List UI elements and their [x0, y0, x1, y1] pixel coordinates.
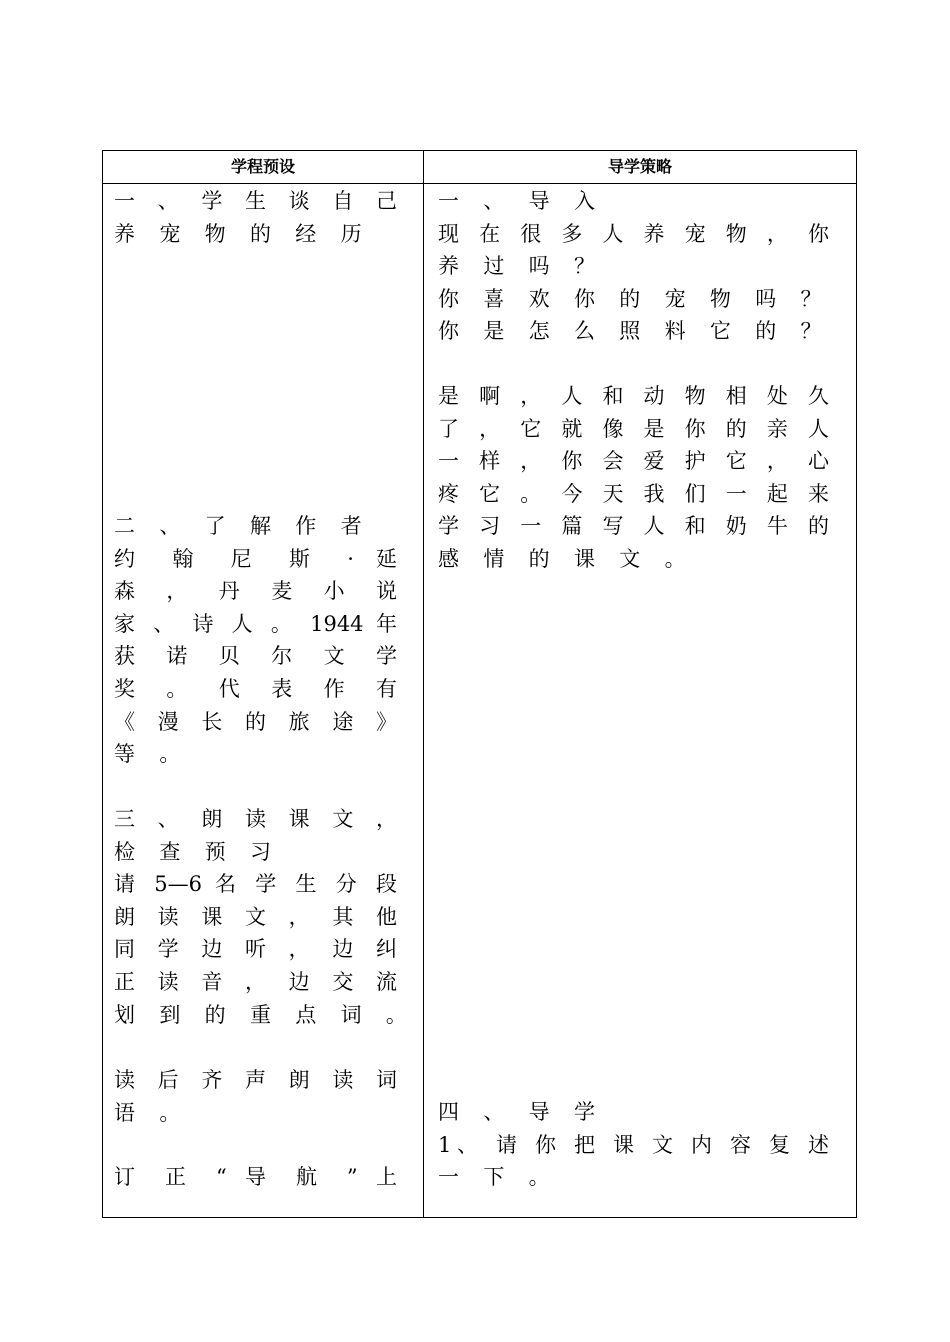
text-line: 订 正 “ 导 航 ” 上 [114, 1165, 397, 1189]
section-2-author [103, 510, 397, 771]
text-line: 《 漫 长 的 旅 途 》 [114, 709, 397, 734]
text-line: 请 5—6 名 学 生 分 段 [114, 872, 397, 897]
strategy-2-transition [424, 380, 829, 576]
text-line: 疼 它 。 今 天 我 们 一 起 来 [438, 481, 829, 506]
header-learning-process: 学程预设 [230, 157, 295, 176]
text-line: 一 、 学 生 谈 自 己 [114, 189, 397, 213]
text-line: 感 情 的 课 文 。 [438, 546, 695, 571]
text-line: 一 下 。 [438, 1165, 559, 1190]
text-line: 二 、 了 解 作 者 [114, 514, 371, 538]
text-line: 1、 请 你 把 课 文 内 容 复 述 [438, 1132, 829, 1157]
text-line: 四 、 导 学 [438, 1100, 604, 1124]
text-line: 是 啊 ， 人 和 动 物 相 处 久 [438, 384, 829, 408]
text-line: 奖 。 代 表 作 有 [114, 676, 397, 701]
text-line: 养 宠 物 的 经 历 [114, 221, 371, 246]
text-line: 同 学 边 听 ， 边 纠 [114, 937, 397, 962]
lesson-table [102, 150, 857, 1218]
section-3-read-aloud [103, 803, 416, 1031]
section-1-pet-experience [103, 185, 397, 250]
text-line: 了 ， 它 就 像 是 你 的 亲 人 [438, 416, 829, 441]
text-line: 森 ， 丹 麦 小 说 [114, 579, 397, 604]
text-line: 检 查 预 习 [114, 839, 280, 864]
text-line: 你 喜 欢 你 的 宠 物 吗 ？ [438, 286, 831, 311]
text-line: 朗 读 课 文 ， 其 他 [114, 904, 397, 929]
text-line: 等 。 [114, 742, 190, 767]
guidance-strategy-cell [424, 184, 856, 1217]
text-line: 学 习 一 篇 写 人 和 奶 牛 的 [438, 514, 829, 539]
header-guidance-strategy: 导学策略 [607, 157, 672, 176]
text-line: 一 样 ， 你 会 爱 护 它 ， 心 [438, 449, 829, 474]
text-line: 划 到 的 重 点 词 。 [114, 1002, 416, 1027]
text-line: 语 。 [114, 1100, 190, 1125]
text-line: 家 、 诗 人 。 1944 年 [114, 611, 397, 636]
section-4-read-words [103, 1064, 397, 1129]
text-line: 养 过 吗 ？ [438, 254, 604, 279]
text-line: 约 翰 尼 斯 · 延 [114, 546, 397, 571]
text-line: 现 在 很 多 人 养 宠 物 ， 你 [438, 221, 829, 246]
strategy-4-guided-learning [424, 1096, 829, 1194]
text-line: 获 诺 贝 尔 文 学 [114, 644, 397, 669]
text-line: 你 是 怎 么 照 料 它 的 ？ [438, 319, 831, 344]
section-5-correct-guide [103, 1161, 397, 1194]
strategy-1-introduction [424, 185, 829, 348]
text-line: 一 、 导 入 [438, 189, 604, 213]
text-line: 三 、 朗 读 课 文 ， [114, 807, 397, 831]
text-line: 正 读 音 ， 边 交 流 [114, 969, 397, 994]
text-line: 读 后 齐 声 朗 读 词 [114, 1068, 397, 1092]
learning-process-cell [103, 184, 423, 1217]
